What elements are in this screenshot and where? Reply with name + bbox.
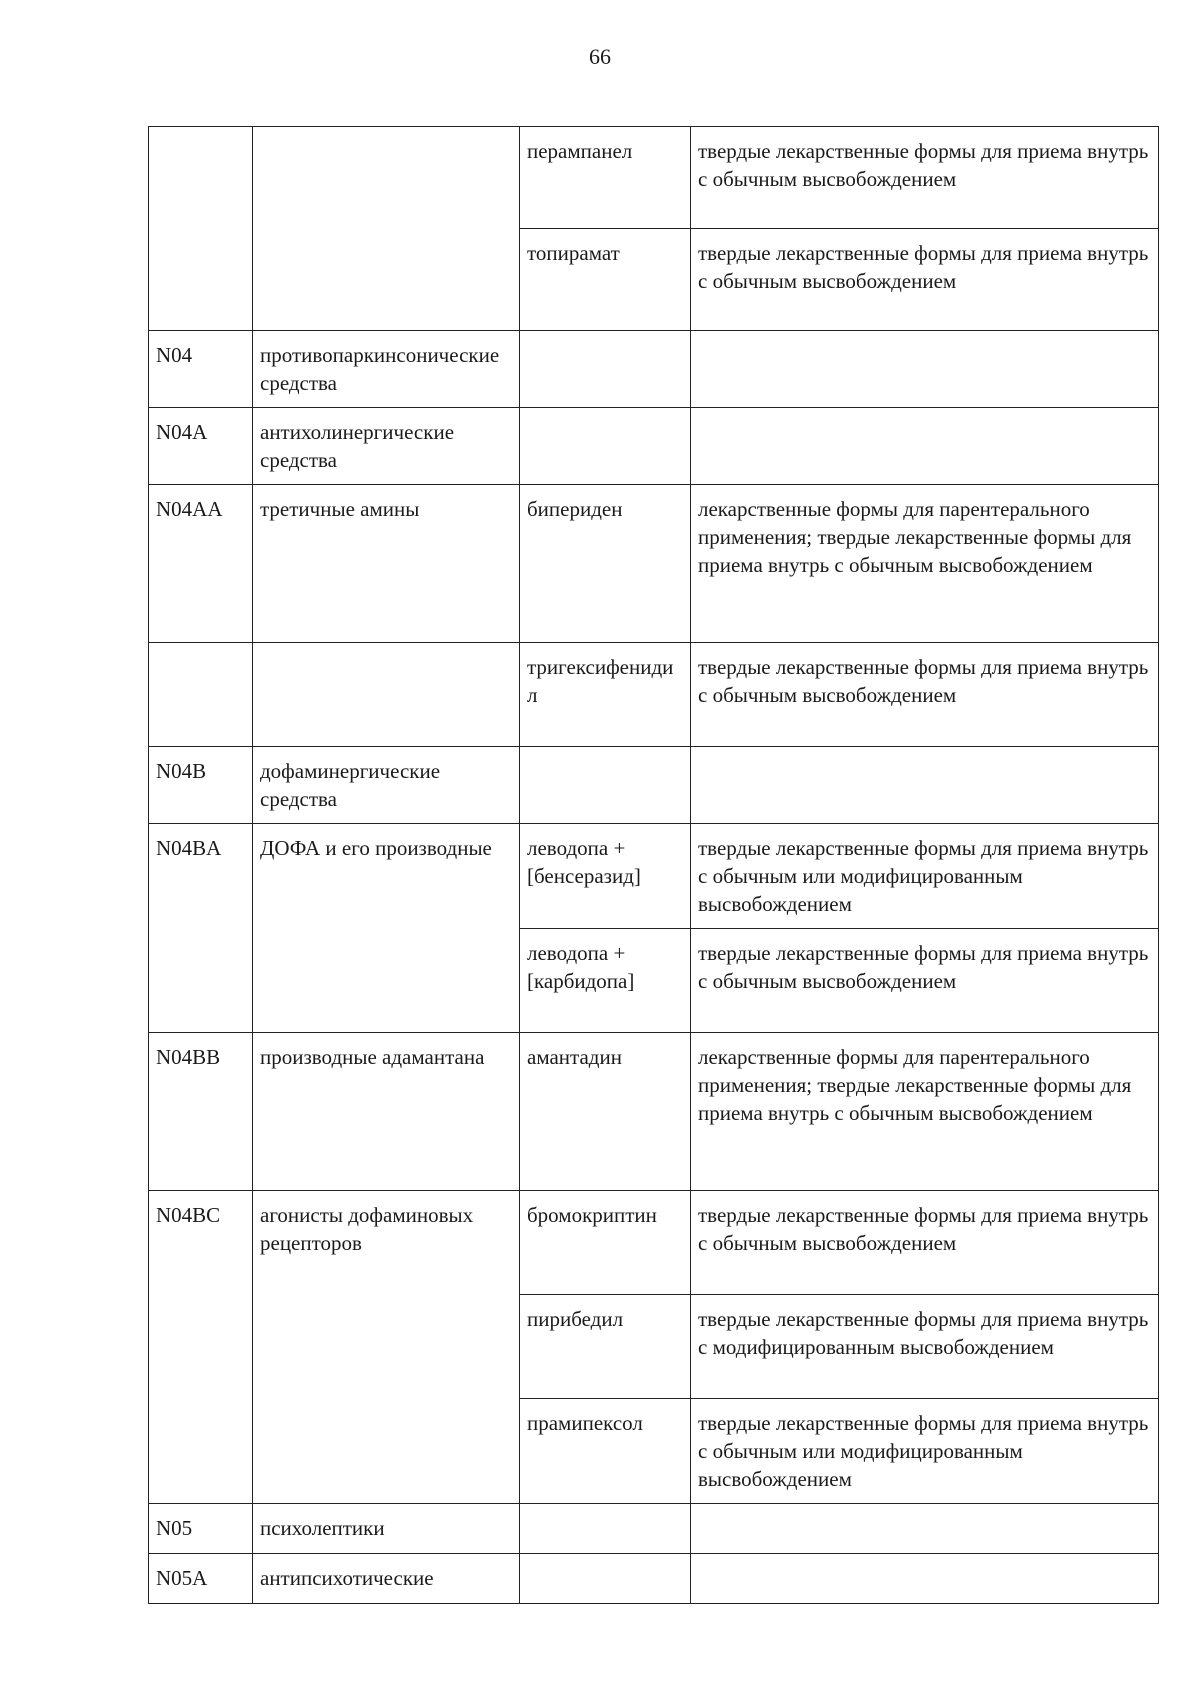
drug-name-cell — [520, 331, 691, 408]
drug-name-cell — [520, 747, 691, 824]
page-number: 66 — [589, 44, 611, 69]
atc-code-cell: N04BB — [149, 1033, 253, 1191]
drug-name-cell — [520, 1554, 691, 1604]
table-row — [149, 747, 1159, 824]
group-name-cell: ДОФА и его производные — [253, 824, 520, 1033]
group-name-cell — [253, 127, 520, 331]
atc-code-cell: N05A — [149, 1554, 253, 1604]
table-row — [149, 643, 1159, 747]
dosage-form-cell: твердые лекарственные формы для приема внутрь с обычным высвобождением — [691, 127, 1159, 229]
dosage-form-cell — [691, 747, 1159, 824]
table-row — [149, 485, 1159, 643]
table-row — [149, 1554, 1159, 1604]
table-row — [149, 127, 1159, 229]
table-row — [149, 408, 1159, 485]
drug-name-cell: леводопа + [карбидопа] — [520, 929, 691, 1033]
dosage-form-cell: твердые лекарственные формы для приема внутрь с обычным высвобождением — [691, 643, 1159, 747]
table-row — [149, 824, 1159, 929]
group-name-cell: производные адамантана — [253, 1033, 520, 1191]
table-row — [149, 331, 1159, 408]
dosage-form-cell: твердые лекарственные формы для приема внутрь с обычным высвобождением — [691, 929, 1159, 1033]
drug-name-cell — [520, 1504, 691, 1554]
dosage-form-cell: твердые лекарственные формы для приема внутрь с обычным или модифицированным высвобождением — [691, 1399, 1159, 1504]
group-name-cell: дофаминергические средства — [253, 747, 520, 824]
drug-name-cell: тригексифенидил — [520, 643, 691, 747]
group-name-cell: антипсихотические — [253, 1554, 520, 1604]
group-name-cell: агонисты дофаминовых рецепторов — [253, 1191, 520, 1504]
group-name-cell: противопаркинсонические средства — [253, 331, 520, 408]
drug-name-cell: бромокриптин — [520, 1191, 691, 1295]
drug-name-cell — [520, 408, 691, 485]
dosage-form-cell — [691, 1504, 1159, 1554]
table-row — [149, 1033, 1159, 1191]
atc-code-cell: N04BA — [149, 824, 253, 1033]
group-name-cell: третичные амины — [253, 485, 520, 643]
drug-name-cell: пирибедил — [520, 1295, 691, 1399]
atc-code-cell: N04 — [149, 331, 253, 408]
group-name-cell — [253, 643, 520, 747]
dosage-form-cell — [691, 1554, 1159, 1604]
drug-name-cell: амантадин — [520, 1033, 691, 1191]
table-row — [149, 1504, 1159, 1554]
drug-name-cell: топирамат — [520, 229, 691, 331]
drug-name-cell: перампанел — [520, 127, 691, 229]
atc-code-cell: N05 — [149, 1504, 253, 1554]
drug-name-cell: леводопа + [бенсеразид] — [520, 824, 691, 929]
table-row — [149, 1191, 1159, 1295]
atc-code-cell: N04B — [149, 747, 253, 824]
drug-name-cell: прамипексол — [520, 1399, 691, 1504]
group-name-cell: психолептики — [253, 1504, 520, 1554]
dosage-form-cell: твердые лекарственные формы для приема внутрь с обычным или модифицированным высвобождением — [691, 824, 1159, 929]
dosage-form-cell — [691, 408, 1159, 485]
atc-code-cell: N04BC — [149, 1191, 253, 1504]
atc-code-cell: N04A — [149, 408, 253, 485]
atc-code-cell: N04AA — [149, 485, 253, 643]
atc-code-cell — [149, 643, 253, 747]
medication-table — [148, 126, 1159, 1604]
dosage-form-cell — [691, 331, 1159, 408]
dosage-form-cell: твердые лекарственные формы для приема внутрь с модифицированным высвобождением — [691, 1295, 1159, 1399]
dosage-form-cell: твердые лекарственные формы для приема внутрь с обычным высвобождением — [691, 229, 1159, 331]
group-name-cell: антихолинергические средства — [253, 408, 520, 485]
dosage-form-cell: твердые лекарственные формы для приема внутрь с обычным высвобождением — [691, 1191, 1159, 1295]
dosage-form-cell: лекарственные формы для парентерального применения; твердые лекарственные формы для приема внутрь с обычным высвобождением — [691, 1033, 1159, 1191]
atc-code-cell — [149, 127, 253, 331]
drug-name-cell: бипериден — [520, 485, 691, 643]
dosage-form-cell: лекарственные формы для парентерального применения; твердые лекарственные формы для приема внутрь с обычным высвобождением — [691, 485, 1159, 643]
